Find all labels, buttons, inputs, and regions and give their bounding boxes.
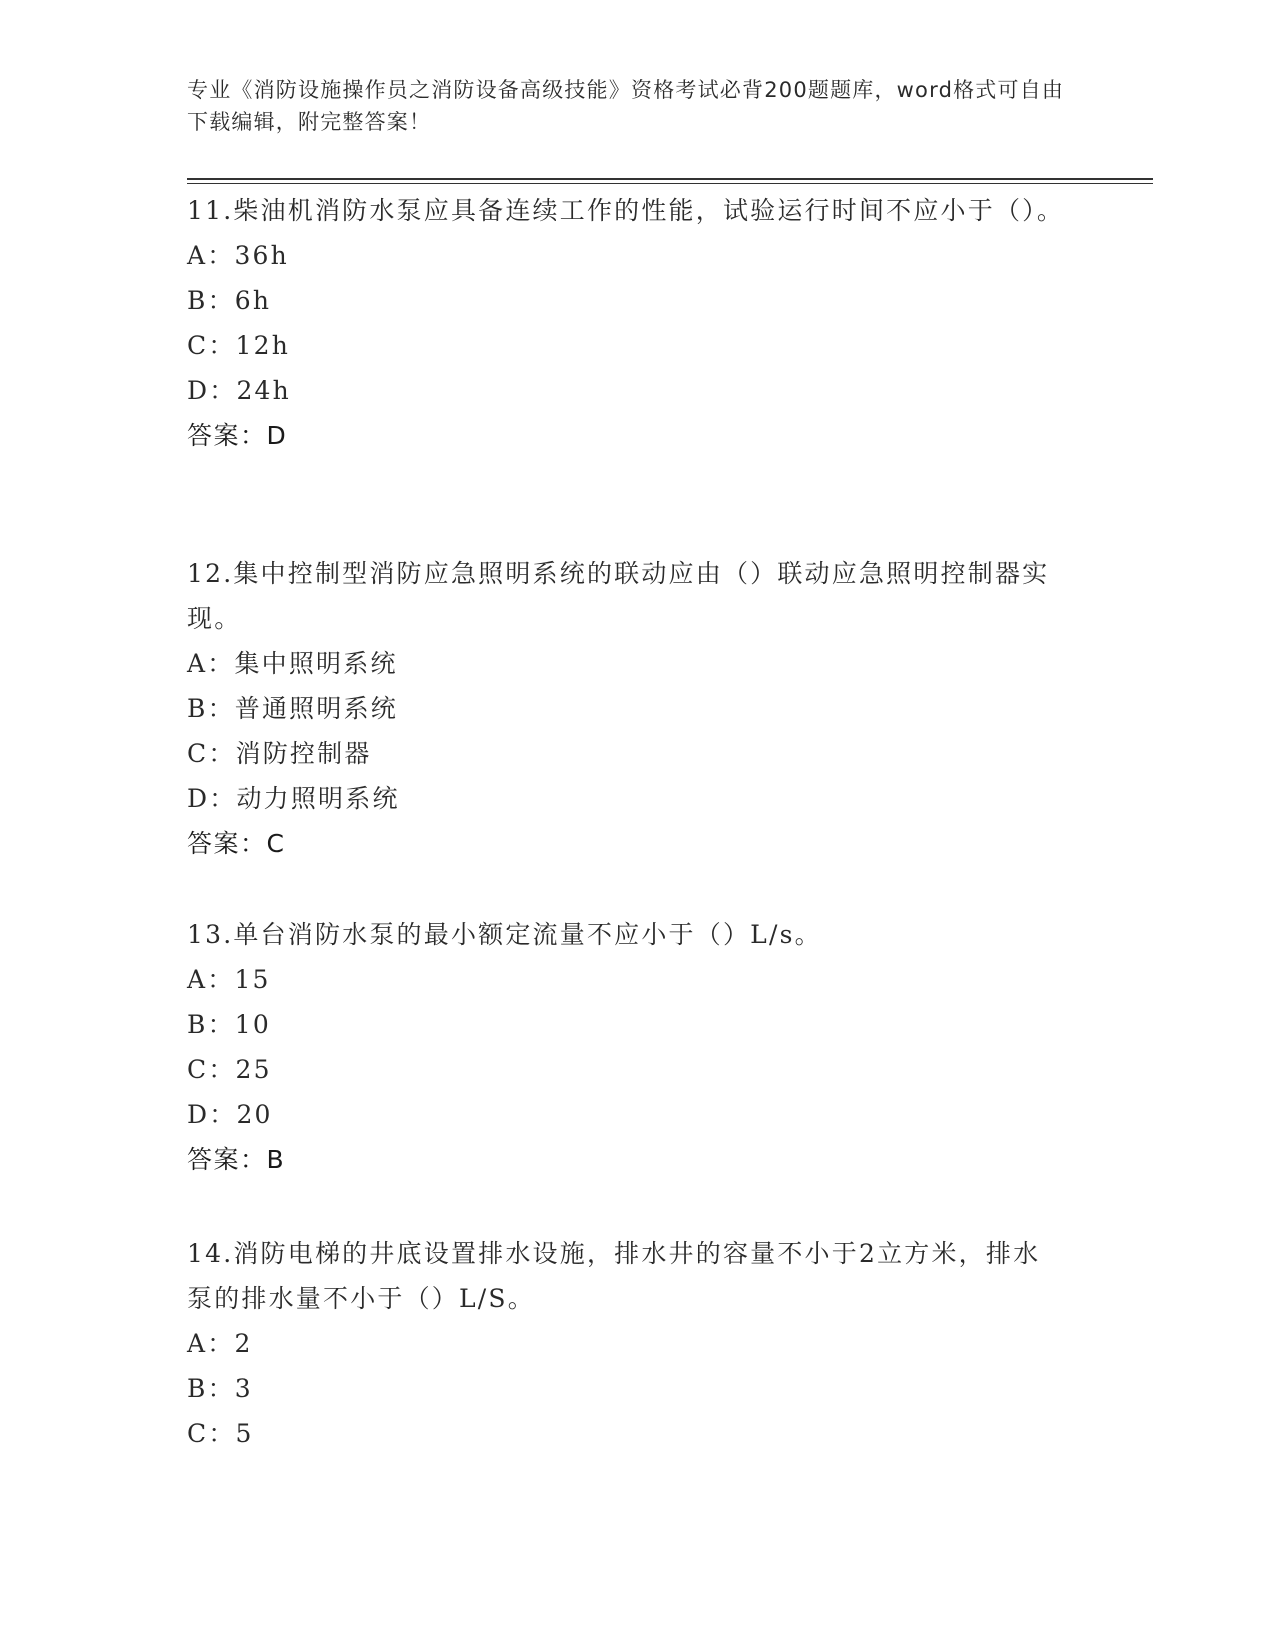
option-c: C：5 (187, 1419, 254, 1448)
answer-line: 答案：B (187, 1145, 286, 1174)
question-13 (187, 912, 1067, 1182)
option-a: A：15 (187, 965, 271, 994)
question-11 (187, 188, 1067, 458)
option-a: A：36h (187, 241, 289, 270)
option-b: B：10 (187, 1010, 271, 1039)
answer-line: 答案：C (187, 829, 286, 858)
option-d: D：20 (187, 1100, 273, 1129)
question-stem: 14.消防电梯的井底设置排水设施，排水井的容量不小于2立方米，排水泵的排水量不小于（）L/S。 (187, 1239, 1041, 1313)
option-c: C：消防控制器 (187, 739, 372, 768)
option-c: C：12h (187, 331, 291, 360)
option-c: C：25 (187, 1055, 272, 1084)
option-b: B：6h (187, 286, 272, 315)
question-stem: 12.集中控制型消防应急照明系统的联动应由（）联动应急照明控制器实现。 (187, 559, 1050, 633)
option-d: D：24h (187, 376, 291, 405)
option-d: D：动力照明系统 (187, 784, 400, 813)
option-a: A：2 (187, 1329, 253, 1358)
header-divider (187, 178, 1153, 184)
answer-line: 答案：D (187, 421, 288, 450)
option-b: B：普通照明系统 (187, 694, 398, 723)
question-stem: 11.柴油机消防水泵应具备连续工作的性能，试验运行时间不应小于（）。 (187, 196, 1065, 225)
question-stem: 13.单台消防水泵的最小额定流量不应小于（）L/s。 (187, 920, 822, 949)
question-14 (187, 1231, 1067, 1456)
document-header: 专业《消防设施操作员之消防设备高级技能》资格考试必背200题题库，word格式可自由下载编辑，附完整答案！ (187, 78, 1065, 134)
option-b: B：3 (187, 1374, 253, 1403)
option-a: A：集中照明系统 (187, 649, 398, 678)
question-12 (187, 551, 1067, 866)
